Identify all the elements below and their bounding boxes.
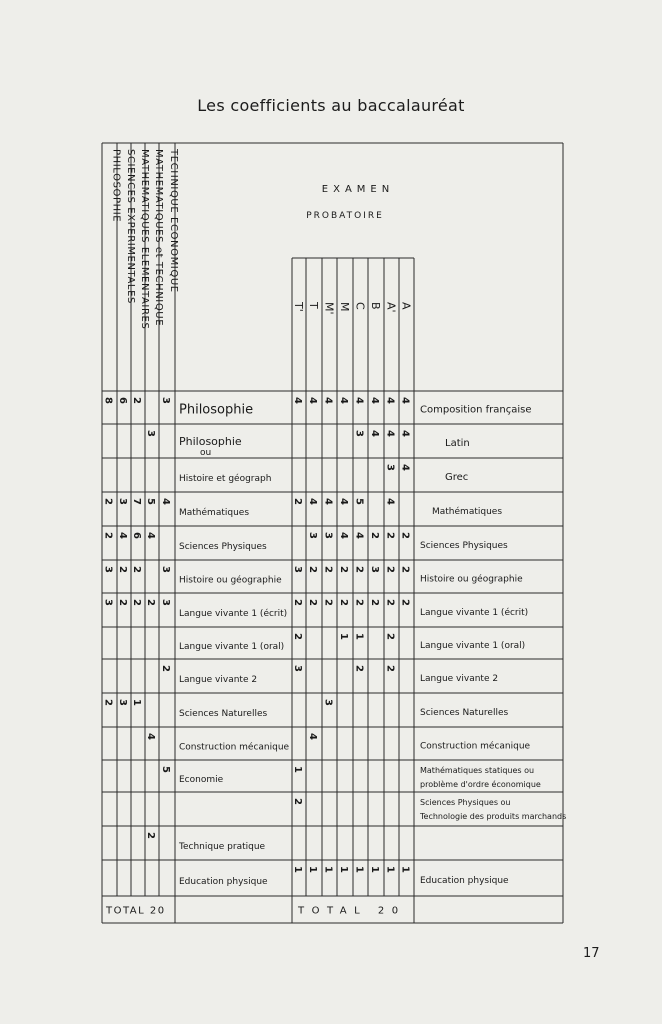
- probatoire-subject-label: problème d'ordre économique: [420, 780, 541, 789]
- probatoire-subject-label: Education physique: [420, 876, 509, 886]
- exam-coefficient: 2: [353, 599, 365, 606]
- bac-coefficient: 2: [131, 566, 142, 573]
- bac-column-header: MATHEMATIQUES ELEMENTAIRES: [139, 149, 150, 330]
- exam-coefficient: 3: [292, 665, 303, 672]
- exam-series-label: T': [292, 302, 305, 312]
- exam-coefficient: 2: [292, 798, 303, 805]
- exam-coefficient: 2: [384, 532, 396, 539]
- exam-coefficient: 3: [322, 532, 334, 539]
- bac-coefficient: 3: [102, 566, 114, 573]
- bac-subject-label: Philosophie: [179, 402, 254, 418]
- bac-subject-label: Mathématiques: [179, 508, 250, 518]
- bac-column-header: MATHEMATIQUES et TECHNIQUE: [153, 149, 164, 327]
- exam-series-label: C: [353, 302, 367, 310]
- probatoire-subject-label: Langue vivante 2: [420, 674, 499, 684]
- bac-coefficient: 2: [145, 832, 156, 839]
- exam-coefficient: 2: [292, 498, 303, 505]
- exam-coefficient: 3: [307, 532, 318, 539]
- exam-coefficient: 1: [353, 866, 365, 873]
- exam-series-label: A: [399, 302, 413, 310]
- bac-coefficient: 3: [160, 599, 171, 606]
- bac-subject-label: Langue vivante 2: [179, 675, 258, 685]
- exam-coefficient: 2: [338, 566, 349, 573]
- bac-subject-label: Technique pratique: [179, 842, 266, 852]
- exam-coefficient: 2: [399, 566, 411, 573]
- exam-coefficient: 4: [322, 498, 334, 505]
- exam-coefficient: 4: [399, 397, 411, 404]
- exam-coefficient: 2: [307, 566, 318, 573]
- bac-coefficient: 7: [131, 498, 142, 505]
- bac-coefficient: 4: [160, 498, 171, 505]
- exam-coefficient: 1: [322, 866, 334, 873]
- exam-coefficient: 4: [307, 397, 318, 404]
- exam-coefficient: 4: [399, 464, 411, 471]
- probatoire-subject-label: Sciences Naturelles: [420, 708, 509, 718]
- exam-coefficient: 4: [353, 532, 365, 539]
- exam-series-label: M: [338, 302, 351, 312]
- exam-coefficient: 3: [292, 566, 303, 573]
- exam-coefficient: 1: [292, 766, 303, 773]
- bac-coefficient: 2: [131, 397, 142, 404]
- bac-column-header: PHILOSOPHIE: [110, 149, 122, 223]
- exam-coefficient: 4: [353, 397, 365, 404]
- exam-coefficient: 4: [369, 430, 380, 437]
- exam-coefficient: 3: [353, 430, 365, 437]
- exam-coefficient: 2: [384, 566, 396, 573]
- examen-subtitle: PROBATOIRE: [306, 211, 384, 221]
- exam-coefficient: 4: [338, 532, 349, 539]
- exam-coefficient: 2: [353, 665, 365, 672]
- exam-coefficient: 4: [399, 430, 411, 437]
- exam-coefficient: 2: [384, 599, 396, 606]
- exam-coefficient: 2: [322, 566, 334, 573]
- bac-total: TOTAL 20: [106, 905, 166, 917]
- exam-coefficient: 2: [292, 599, 303, 606]
- exam-coefficient: 1: [399, 866, 411, 873]
- exam-coefficient: 2: [384, 633, 396, 640]
- probatoire-subject-label: Composition française: [420, 404, 532, 416]
- page-title: Les coefficients au baccalauréat: [197, 96, 465, 115]
- exam-coefficient: 2: [399, 532, 411, 539]
- bac-subject-label: ou: [200, 448, 212, 458]
- probatoire-subject-label: Grec: [445, 472, 469, 483]
- exam-coefficient: 2: [369, 599, 380, 606]
- bac-subject-label: Langue vivante 1 (oral): [179, 642, 285, 652]
- exam-coefficient: 5: [353, 498, 365, 505]
- bac-coefficient: 3: [145, 430, 156, 437]
- probatoire-subject-label: Construction mécanique: [420, 741, 531, 752]
- bac-coefficient: 4: [145, 532, 156, 539]
- bac-coefficient: 8: [102, 397, 114, 404]
- bac-coefficient: 4: [117, 532, 128, 539]
- exam-coefficient: 4: [369, 397, 380, 404]
- exam-coefficient: 1: [292, 866, 303, 873]
- page-number: 17: [583, 946, 600, 961]
- bac-subject-label: Education physique: [179, 877, 268, 887]
- exam-coefficient: 1: [384, 866, 396, 873]
- probatoire-subject-label: Mathématiques statiques ou: [420, 766, 535, 775]
- probatoire-subject-label: Technologie des produits marchands: [420, 812, 567, 821]
- exam-coefficient: 3: [369, 566, 380, 573]
- bac-coefficient: 4: [145, 733, 156, 740]
- probatoire-subject-label: Langue vivante 1 (écrit): [420, 608, 529, 618]
- exam-coefficient: 2: [353, 566, 365, 573]
- bac-coefficient: 2: [145, 599, 156, 606]
- exam-coefficient: 3: [322, 699, 334, 706]
- exam-coefficient: 4: [384, 430, 396, 437]
- exam-coefficient: 1: [369, 866, 380, 873]
- exam-series-label: A': [384, 302, 398, 313]
- probatoire-subject-label: Histoire ou géographie: [420, 574, 523, 585]
- probatoire-subject-label: Sciences Physiques: [420, 541, 508, 551]
- exam-coefficient: 1: [338, 633, 349, 640]
- bac-coefficient: 6: [131, 532, 142, 539]
- bac-coefficient: 2: [117, 566, 128, 573]
- probatoire-total: TOTAL 20: [298, 905, 406, 917]
- exam-series-label: T: [307, 302, 320, 309]
- bac-coefficient: 3: [160, 397, 171, 404]
- bac-coefficient: 5: [145, 498, 156, 505]
- bac-coefficient: 2: [117, 599, 128, 606]
- bac-column-header: TECHNIQUE ECONOMIQUE: [168, 149, 179, 293]
- exam-coefficient: 4: [338, 498, 349, 505]
- exam-coefficient: 1: [338, 866, 349, 873]
- bac-coefficient: 6: [117, 397, 128, 404]
- bac-coefficient: 2: [160, 665, 171, 672]
- exam-coefficient: 2: [384, 665, 396, 672]
- bac-subject-label: Economie: [179, 775, 224, 785]
- probatoire-subject-label: Latin: [445, 438, 470, 449]
- examen-title: EXAMEN: [321, 184, 395, 195]
- bac-coefficient: 5: [160, 766, 171, 773]
- exam-coefficient: 4: [384, 498, 396, 505]
- exam-coefficient: 4: [384, 397, 396, 404]
- probatoire-subject-label: Langue vivante 1 (oral): [420, 641, 526, 651]
- exam-coefficient: 2: [369, 532, 380, 539]
- bac-subject-label: Histoire ou géographie: [179, 575, 282, 586]
- exam-coefficient: 2: [338, 599, 349, 606]
- bac-column-header: SCIENCES EXPERIMENTALES: [125, 149, 136, 304]
- probatoire-subject-label: Sciences Physiques ou: [420, 798, 511, 807]
- exam-coefficient: 2: [307, 599, 318, 606]
- bac-coefficient: 2: [131, 599, 142, 606]
- exam-series-label: M': [322, 302, 336, 315]
- bac-coefficient: 3: [160, 566, 171, 573]
- bac-coefficient: 2: [102, 498, 114, 505]
- exam-coefficient: 2: [322, 599, 334, 606]
- bac-coefficient: 3: [117, 498, 128, 505]
- exam-coefficient: 1: [307, 866, 318, 873]
- bac-subject-label: Construction mécanique: [179, 742, 290, 753]
- bac-subject-label: Langue vivante 1 (écrit): [179, 609, 288, 619]
- bac-subject-label: Sciences Physiques: [179, 542, 267, 552]
- bac-coefficient: 2: [102, 699, 114, 706]
- bac-coefficient: 1: [131, 699, 142, 706]
- exam-coefficient: 2: [399, 599, 411, 606]
- exam-coefficient: 4: [307, 733, 318, 740]
- bac-subject-label: Sciences Naturelles: [179, 709, 268, 719]
- exam-series-label: B: [369, 302, 382, 310]
- exam-coefficient: 4: [322, 397, 334, 404]
- bac-coefficient: 2: [102, 532, 114, 539]
- bac-subject-label: Histoire et géograph: [179, 474, 272, 484]
- exam-coefficient: 4: [307, 498, 318, 505]
- exam-coefficient: 2: [292, 633, 303, 640]
- probatoire-subject-label: Mathématiques: [432, 507, 503, 517]
- bac-coefficient: 3: [102, 599, 114, 606]
- exam-coefficient: 3: [384, 464, 396, 471]
- exam-coefficient: 4: [292, 397, 303, 404]
- bac-subject-label: Philosophie: [179, 435, 242, 448]
- bac-coefficient: 3: [117, 699, 128, 706]
- exam-coefficient: 1: [353, 633, 365, 640]
- exam-coefficient: 4: [338, 397, 349, 404]
